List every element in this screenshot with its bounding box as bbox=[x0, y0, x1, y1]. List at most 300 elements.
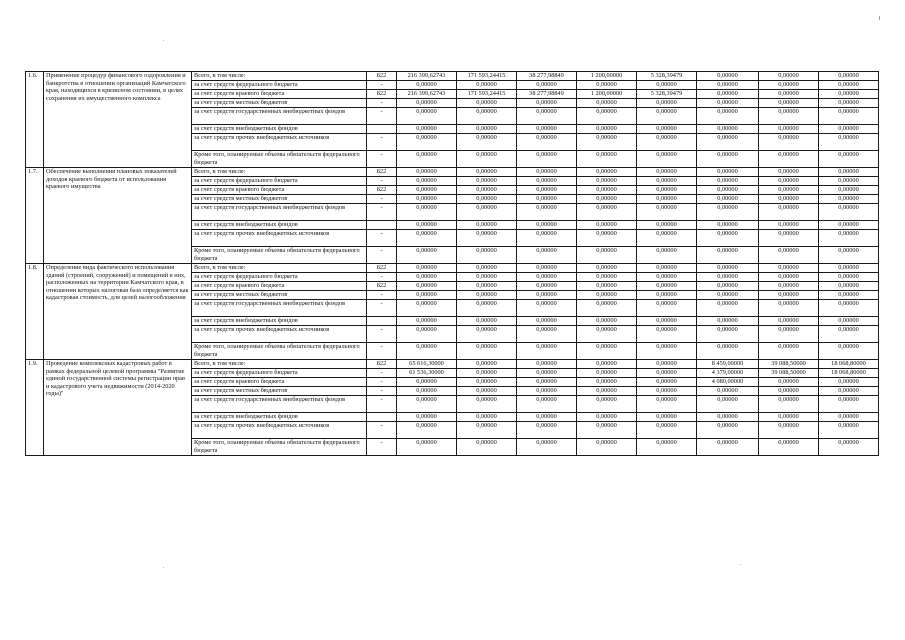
amount-cell: 0,00000 bbox=[697, 396, 759, 413]
code-cell: - bbox=[367, 108, 397, 125]
amount-cell: 0,00000 bbox=[517, 317, 577, 326]
amount-cell: 0,00000 bbox=[819, 125, 879, 134]
amount-cell: 0,00000 bbox=[819, 273, 879, 282]
amount-cell: 0,00000 bbox=[457, 134, 517, 151]
item-number: 1.9. bbox=[26, 360, 44, 456]
funding-source: за счет средств прочих внебюджетных источников bbox=[192, 230, 367, 247]
amount-cell: 0,00000 bbox=[397, 343, 457, 360]
amount-cell: 0,00000 bbox=[637, 422, 697, 439]
amount-cell: 0,00000 bbox=[637, 186, 697, 195]
amount-cell: 0,00000 bbox=[517, 343, 577, 360]
amount-cell: 0,00000 bbox=[397, 221, 457, 230]
funding-source: за счет средств федерального бюджета bbox=[192, 273, 367, 282]
amount-cell: 0,00000 bbox=[397, 326, 457, 343]
amount-cell: 0,00000 bbox=[457, 300, 517, 317]
code-cell: - bbox=[367, 378, 397, 387]
amount-cell: 0,00000 bbox=[577, 422, 637, 439]
amount-cell: 0,00000 bbox=[697, 343, 759, 360]
funding-source: за счет средств краевого бюджета bbox=[192, 186, 367, 195]
amount-cell: 0,00000 bbox=[577, 396, 637, 413]
amount-cell: 0,00000 bbox=[697, 177, 759, 186]
amount-cell: 0,00000 bbox=[819, 195, 879, 204]
amount-cell: 0,00000 bbox=[819, 422, 879, 439]
amount-cell: 0,00000 bbox=[457, 221, 517, 230]
amount-cell: 0,00000 bbox=[397, 273, 457, 282]
scan-mark bbox=[740, 564, 741, 565]
amount-cell: 0,00000 bbox=[397, 247, 457, 264]
amount-cell: 0,00000 bbox=[759, 273, 819, 282]
amount-cell: 0,00000 bbox=[637, 230, 697, 247]
amount-cell: 0,00000 bbox=[697, 186, 759, 195]
funding-source: за счет средств прочих внебюджетных источников bbox=[192, 134, 367, 151]
amount-cell: 1 200,00000 bbox=[577, 72, 637, 81]
funding-source: за счет средств прочих внебюджетных источников bbox=[192, 422, 367, 439]
amount-cell: 0,00000 bbox=[397, 300, 457, 317]
amount-cell: 0,00000 bbox=[637, 264, 697, 273]
amount-cell: 0,00000 bbox=[457, 360, 517, 369]
code-cell: - bbox=[367, 230, 397, 247]
amount-cell: 0,00000 bbox=[517, 360, 577, 369]
funding-source: за счет средств государственных внебюджетных фондов bbox=[192, 108, 367, 125]
amount-cell: 0,00000 bbox=[637, 396, 697, 413]
funding-source: Всего, в том числе: bbox=[192, 264, 367, 273]
amount-cell: 0,00000 bbox=[577, 291, 637, 300]
amount-cell: 0,00000 bbox=[457, 378, 517, 387]
amount-cell: 0,00000 bbox=[397, 125, 457, 134]
amount-cell: 0,00000 bbox=[637, 343, 697, 360]
amount-cell: 0,00000 bbox=[819, 282, 879, 291]
amount-cell: 0,00000 bbox=[697, 387, 759, 396]
code-cell: - bbox=[367, 81, 397, 90]
funding-source: за счет средств краевого бюджета bbox=[192, 90, 367, 99]
amount-cell: 0,00000 bbox=[577, 186, 637, 195]
amount-cell: 0,00000 bbox=[517, 195, 577, 204]
code-cell: 822 bbox=[367, 72, 397, 81]
amount-cell: 0,00000 bbox=[819, 387, 879, 396]
amount-cell: 0,00000 bbox=[457, 264, 517, 273]
amount-cell: 0,00000 bbox=[637, 273, 697, 282]
amount-cell: 0,00000 bbox=[397, 177, 457, 186]
table-row bbox=[26, 72, 879, 81]
amount-cell: 0,00000 bbox=[697, 264, 759, 273]
amount-cell: 5 328,39479 bbox=[637, 90, 697, 99]
amount-cell: 0,00000 bbox=[457, 168, 517, 177]
amount-cell: 0,00000 bbox=[457, 422, 517, 439]
activity-name: Проведение комплексных кадастровых работ в рамках федеральной целевой программы "Развитие единой государственной системы регистрации прав и кадастрового учета недвижимости (2014-2020 годы)" bbox=[44, 360, 192, 456]
amount-cell: 0,00000 bbox=[637, 125, 697, 134]
amount-cell: 0,00000 bbox=[397, 230, 457, 247]
amount-cell: 0,00000 bbox=[759, 396, 819, 413]
amount-cell: 0,00000 bbox=[819, 378, 879, 387]
amount-cell: 0,00000 bbox=[457, 108, 517, 125]
amount-cell: 0,00000 bbox=[457, 343, 517, 360]
amount-cell: 1 200,00000 bbox=[577, 90, 637, 99]
amount-cell: 0,00000 bbox=[697, 204, 759, 221]
amount-cell: 216 399,62743 bbox=[397, 72, 457, 81]
amount-cell: 0,00000 bbox=[397, 291, 457, 300]
amount-cell: 0,00000 bbox=[397, 99, 457, 108]
amount-cell: 0,00000 bbox=[819, 90, 879, 99]
amount-cell: 0,00000 bbox=[759, 72, 819, 81]
code-cell: - bbox=[367, 291, 397, 300]
code-cell bbox=[367, 413, 397, 422]
amount-cell: 0,00000 bbox=[759, 378, 819, 387]
amount-cell: 0,00000 bbox=[457, 413, 517, 422]
amount-cell: 0,00000 bbox=[577, 369, 637, 378]
amount-cell: 0,00000 bbox=[517, 134, 577, 151]
amount-cell: 0,00000 bbox=[577, 247, 637, 264]
amount-cell: 0,00000 bbox=[457, 125, 517, 134]
amount-cell: 0,00000 bbox=[577, 230, 637, 247]
amount-cell: 0,00000 bbox=[819, 300, 879, 317]
amount-cell: 0,00000 bbox=[397, 204, 457, 221]
amount-cell: 0,00000 bbox=[819, 99, 879, 108]
amount-cell: 0,00000 bbox=[397, 422, 457, 439]
funding-source: за счет средств внебюджетных фондов bbox=[192, 125, 367, 134]
amount-cell: 0,00000 bbox=[577, 81, 637, 90]
amount-cell: 0,00000 bbox=[517, 108, 577, 125]
amount-cell: 0,00000 bbox=[759, 343, 819, 360]
amount-cell: 0,00000 bbox=[577, 195, 637, 204]
activity-name: Определение вида фактического использования зданий (строений, сооружений) и помещений в них, расположенных на территории Камчатского края, в отношении которых налоговая база определяется как кадастровая стоимость, для целей налогообложения bbox=[44, 264, 192, 360]
amount-cell: 0,00000 bbox=[397, 186, 457, 195]
amount-cell: 0,00000 bbox=[397, 264, 457, 273]
code-cell: - bbox=[367, 343, 397, 360]
amount-cell: 0,00000 bbox=[759, 177, 819, 186]
amount-cell: 0,00000 bbox=[637, 177, 697, 186]
scan-mark bbox=[163, 40, 164, 41]
funding-source: за счет средств федерального бюджета bbox=[192, 81, 367, 90]
amount-cell: 0,00000 bbox=[759, 317, 819, 326]
amount-cell: 5 328,39479 bbox=[637, 72, 697, 81]
amount-cell: 0,00000 bbox=[819, 72, 879, 81]
amount-cell: 0,00000 bbox=[819, 413, 879, 422]
amount-cell: 0,00000 bbox=[697, 282, 759, 291]
amount-cell: 0,00000 bbox=[819, 81, 879, 90]
amount-cell: 0,00000 bbox=[819, 177, 879, 186]
amount-cell: 0,00000 bbox=[517, 221, 577, 230]
table-row bbox=[26, 168, 879, 177]
funding-source: Всего, в том числе: bbox=[192, 168, 367, 177]
amount-cell: 0,00000 bbox=[819, 247, 879, 264]
amount-cell: 0,00000 bbox=[457, 99, 517, 108]
amount-cell: 0,00000 bbox=[577, 168, 637, 177]
amount-cell: 18 068,80000 bbox=[819, 360, 879, 369]
activity-name: Обеспечение выполнения плановых показателей доходов краевого бюджета от использования краевого имущества bbox=[44, 168, 192, 264]
code-cell: 822 bbox=[367, 282, 397, 291]
amount-cell: 0,00000 bbox=[457, 204, 517, 221]
amount-cell: 0,00000 bbox=[577, 108, 637, 125]
item-number: 1.6. bbox=[26, 72, 44, 168]
amount-cell: 0,00000 bbox=[637, 413, 697, 422]
amount-cell: 0,00000 bbox=[697, 326, 759, 343]
funding-source: за счет средств государственных внебюджетных фондов bbox=[192, 396, 367, 413]
amount-cell: 0,00000 bbox=[397, 134, 457, 151]
amount-cell: 0,00000 bbox=[397, 317, 457, 326]
amount-cell: 0,00000 bbox=[819, 439, 879, 456]
amount-cell: 0,00000 bbox=[759, 204, 819, 221]
amount-cell: 0,00000 bbox=[397, 195, 457, 204]
amount-cell: 0,00000 bbox=[697, 195, 759, 204]
amount-cell: 0,00000 bbox=[517, 168, 577, 177]
amount-cell: 0,00000 bbox=[457, 326, 517, 343]
amount-cell: 0,00000 bbox=[697, 221, 759, 230]
amount-cell: 0,00000 bbox=[697, 72, 759, 81]
funding-source: за счет средств местных бюджетов bbox=[192, 387, 367, 396]
amount-cell: 0,00000 bbox=[577, 125, 637, 134]
funding-source: Кроме того, планируемые объемы обязательств федерального бюджета bbox=[192, 343, 367, 360]
amount-cell: 0,00000 bbox=[517, 326, 577, 343]
amount-cell: 0,00000 bbox=[819, 204, 879, 221]
amount-cell: 0,00000 bbox=[517, 378, 577, 387]
amount-cell: 0,00000 bbox=[759, 422, 819, 439]
code-cell: - bbox=[367, 247, 397, 264]
funding-source: Кроме того, планируемые объемы обязательств федерального бюджета bbox=[192, 247, 367, 264]
funding-source: за счет средств местных бюджетов bbox=[192, 99, 367, 108]
amount-cell: 0,00000 bbox=[457, 317, 517, 326]
amount-cell: 0,00000 bbox=[457, 247, 517, 264]
amount-cell: 0,00000 bbox=[517, 125, 577, 134]
amount-cell: 0,00000 bbox=[637, 387, 697, 396]
amount-cell: 0,00000 bbox=[637, 291, 697, 300]
scan-mark bbox=[879, 16, 880, 20]
amount-cell: 0,00000 bbox=[759, 81, 819, 90]
funding-source: за счет средств краевого бюджета bbox=[192, 282, 367, 291]
amount-cell: 0,00000 bbox=[457, 369, 517, 378]
amount-cell: 0,00000 bbox=[697, 81, 759, 90]
code-cell: - bbox=[367, 369, 397, 378]
amount-cell: 0,00000 bbox=[697, 125, 759, 134]
code-cell: 822 bbox=[367, 360, 397, 369]
amount-cell: 0,00000 bbox=[577, 326, 637, 343]
amount-cell: 0,00000 bbox=[457, 186, 517, 195]
amount-cell: 0,00000 bbox=[697, 151, 759, 168]
amount-cell: 0,00000 bbox=[759, 195, 819, 204]
table-body bbox=[26, 72, 879, 456]
amount-cell: 0,00000 bbox=[577, 413, 637, 422]
amount-cell: 0,00000 bbox=[759, 168, 819, 177]
code-cell: - bbox=[367, 273, 397, 282]
code-cell: - bbox=[367, 99, 397, 108]
amount-cell: 0,00000 bbox=[819, 396, 879, 413]
amount-cell: 0,00000 bbox=[577, 343, 637, 360]
amount-cell: 0,00000 bbox=[397, 108, 457, 125]
amount-cell: 0,00000 bbox=[819, 326, 879, 343]
funding-source: Всего, в том числе: bbox=[192, 72, 367, 81]
amount-cell: 39 088,50000 bbox=[759, 369, 819, 378]
code-cell: - bbox=[367, 134, 397, 151]
amount-cell: 0,00000 bbox=[759, 151, 819, 168]
amount-cell: 0,00000 bbox=[457, 396, 517, 413]
code-cell: 822 bbox=[367, 264, 397, 273]
amount-cell: 171 593,24415 bbox=[457, 72, 517, 81]
amount-cell: 0,00000 bbox=[697, 413, 759, 422]
amount-cell: 0,00000 bbox=[759, 186, 819, 195]
amount-cell: 0,00000 bbox=[457, 387, 517, 396]
amount-cell: 0,00000 bbox=[697, 273, 759, 282]
amount-cell: 0,00000 bbox=[759, 125, 819, 134]
amount-cell: 4 080,00000 bbox=[697, 378, 759, 387]
funding-source: за счет средств государственных внебюджетных фондов bbox=[192, 300, 367, 317]
amount-cell: 0,00000 bbox=[397, 413, 457, 422]
amount-cell: 0,00000 bbox=[517, 291, 577, 300]
code-cell: - bbox=[367, 204, 397, 221]
amount-cell: 0,00000 bbox=[637, 326, 697, 343]
funding-source: за счет средств прочих внебюджетных источников bbox=[192, 326, 367, 343]
code-cell: - bbox=[367, 387, 397, 396]
amount-cell: 0,00000 bbox=[759, 230, 819, 247]
amount-cell: 0,00000 bbox=[577, 151, 637, 168]
amount-cell: 0,00000 bbox=[397, 168, 457, 177]
amount-cell: 0,00000 bbox=[577, 273, 637, 282]
amount-cell: 0,00000 bbox=[697, 99, 759, 108]
amount-cell: 0,00000 bbox=[637, 151, 697, 168]
amount-cell: 0,00000 bbox=[517, 177, 577, 186]
code-cell: 822 bbox=[367, 168, 397, 177]
amount-cell: 0,00000 bbox=[517, 439, 577, 456]
code-cell: 822 bbox=[367, 186, 397, 195]
budget-table bbox=[25, 71, 879, 456]
amount-cell: 0,00000 bbox=[577, 387, 637, 396]
amount-cell: 0,00000 bbox=[697, 108, 759, 125]
amount-cell: 0,00000 bbox=[697, 317, 759, 326]
funding-source: Кроме того, планируемые объемы обязательств федерального бюджета bbox=[192, 151, 367, 168]
amount-cell: 0,00000 bbox=[577, 221, 637, 230]
amount-cell: 0,00000 bbox=[577, 282, 637, 291]
amount-cell: 0,00000 bbox=[397, 396, 457, 413]
amount-cell: 0,00000 bbox=[759, 90, 819, 99]
amount-cell: 0,00000 bbox=[517, 264, 577, 273]
amount-cell: 0,00000 bbox=[759, 221, 819, 230]
amount-cell: 0,00000 bbox=[819, 108, 879, 125]
amount-cell: 0,00000 bbox=[637, 317, 697, 326]
code-cell: - bbox=[367, 151, 397, 168]
code-cell: 822 bbox=[367, 90, 397, 99]
amount-cell: 0,00000 bbox=[819, 151, 879, 168]
amount-cell: 0,00000 bbox=[819, 168, 879, 177]
amount-cell: 0,00000 bbox=[397, 282, 457, 291]
amount-cell: 0,00000 bbox=[759, 387, 819, 396]
item-number: 1.8. bbox=[26, 264, 44, 360]
amount-cell: 0,00000 bbox=[577, 360, 637, 369]
amount-cell: 0,00000 bbox=[517, 230, 577, 247]
amount-cell: 0,00000 bbox=[637, 195, 697, 204]
funding-source: за счет средств местных бюджетов bbox=[192, 291, 367, 300]
amount-cell: 0,00000 bbox=[517, 151, 577, 168]
amount-cell: 0,00000 bbox=[397, 151, 457, 168]
amount-cell: 0,00000 bbox=[517, 300, 577, 317]
code-cell: - bbox=[367, 195, 397, 204]
funding-source: за счет средств внебюджетных фондов bbox=[192, 317, 367, 326]
funding-source: Всего, в том числе: bbox=[192, 360, 367, 369]
code-cell bbox=[367, 317, 397, 326]
amount-cell: 0,00000 bbox=[697, 300, 759, 317]
amount-cell: 0,00000 bbox=[637, 81, 697, 90]
amount-cell: 0,00000 bbox=[517, 81, 577, 90]
amount-cell: 0,00000 bbox=[517, 186, 577, 195]
amount-cell: 0,00000 bbox=[637, 99, 697, 108]
amount-cell: 39 088,50000 bbox=[759, 360, 819, 369]
amount-cell: 38 277,98849 bbox=[517, 72, 577, 81]
amount-cell: 0,00000 bbox=[517, 396, 577, 413]
amount-cell: 38 277,98849 bbox=[517, 90, 577, 99]
code-cell bbox=[367, 221, 397, 230]
amount-cell: 0,00000 bbox=[397, 81, 457, 90]
amount-cell: 0,00000 bbox=[819, 186, 879, 195]
code-cell: - bbox=[367, 439, 397, 456]
amount-cell: 0,00000 bbox=[637, 168, 697, 177]
amount-cell: 0,00000 bbox=[397, 378, 457, 387]
funding-source: за счет средств местных бюджетов bbox=[192, 195, 367, 204]
code-cell: - bbox=[367, 422, 397, 439]
amount-cell: 0,00000 bbox=[819, 134, 879, 151]
amount-cell: 0,00000 bbox=[759, 108, 819, 125]
amount-cell: 0,00000 bbox=[819, 343, 879, 360]
amount-cell: 0,00000 bbox=[577, 300, 637, 317]
amount-cell: 0,00000 bbox=[577, 439, 637, 456]
amount-cell: 0,00000 bbox=[457, 177, 517, 186]
code-cell: - bbox=[367, 177, 397, 186]
amount-cell: 0,00000 bbox=[759, 413, 819, 422]
amount-cell: 0,00000 bbox=[637, 369, 697, 378]
amount-cell: 0,00000 bbox=[457, 230, 517, 247]
amount-cell: 0,00000 bbox=[517, 204, 577, 221]
amount-cell: 0,00000 bbox=[457, 282, 517, 291]
amount-cell: 0,00000 bbox=[577, 204, 637, 221]
scan-mark bbox=[163, 567, 164, 568]
amount-cell: 0,00000 bbox=[759, 264, 819, 273]
amount-cell: 0,00000 bbox=[577, 177, 637, 186]
funding-source: за счет средств федерального бюджета bbox=[192, 369, 367, 378]
funding-source: за счет средств внебюджетных фондов bbox=[192, 221, 367, 230]
amount-cell: 65 616,30000 bbox=[397, 360, 457, 369]
amount-cell: 0,00000 bbox=[759, 134, 819, 151]
amount-cell: 0,00000 bbox=[759, 282, 819, 291]
code-cell: - bbox=[367, 326, 397, 343]
amount-cell: 0,00000 bbox=[759, 439, 819, 456]
amount-cell: 18 068,80000 bbox=[819, 369, 879, 378]
amount-cell: 0,00000 bbox=[697, 422, 759, 439]
amount-cell: 0,00000 bbox=[697, 291, 759, 300]
amount-cell: 0,00000 bbox=[517, 282, 577, 291]
amount-cell: 0,00000 bbox=[517, 247, 577, 264]
amount-cell: 0,00000 bbox=[637, 300, 697, 317]
amount-cell: 0,00000 bbox=[637, 221, 697, 230]
amount-cell: 0,00000 bbox=[819, 230, 879, 247]
amount-cell: 0,00000 bbox=[697, 439, 759, 456]
amount-cell: 0,00000 bbox=[697, 134, 759, 151]
amount-cell: 0,00000 bbox=[577, 317, 637, 326]
funding-source: за счет средств внебюджетных фондов bbox=[192, 413, 367, 422]
amount-cell: 0,00000 bbox=[759, 291, 819, 300]
amount-cell: 0,00000 bbox=[759, 300, 819, 317]
amount-cell: 171 593,24415 bbox=[457, 90, 517, 99]
amount-cell: 0,00000 bbox=[697, 90, 759, 99]
amount-cell: 0,00000 bbox=[637, 378, 697, 387]
amount-cell: 0,00000 bbox=[759, 247, 819, 264]
amount-cell: 0,00000 bbox=[577, 264, 637, 273]
amount-cell: 4 379,00000 bbox=[697, 369, 759, 378]
amount-cell: 0,00000 bbox=[637, 108, 697, 125]
item-number: 1.7. bbox=[26, 168, 44, 264]
amount-cell: 0,00000 bbox=[819, 291, 879, 300]
code-cell: - bbox=[367, 396, 397, 413]
amount-cell: 0,00000 bbox=[457, 439, 517, 456]
amount-cell: 0,00000 bbox=[697, 168, 759, 177]
amount-cell: 0,00000 bbox=[577, 134, 637, 151]
amount-cell: 0,00000 bbox=[517, 273, 577, 282]
amount-cell: 0,00000 bbox=[577, 99, 637, 108]
